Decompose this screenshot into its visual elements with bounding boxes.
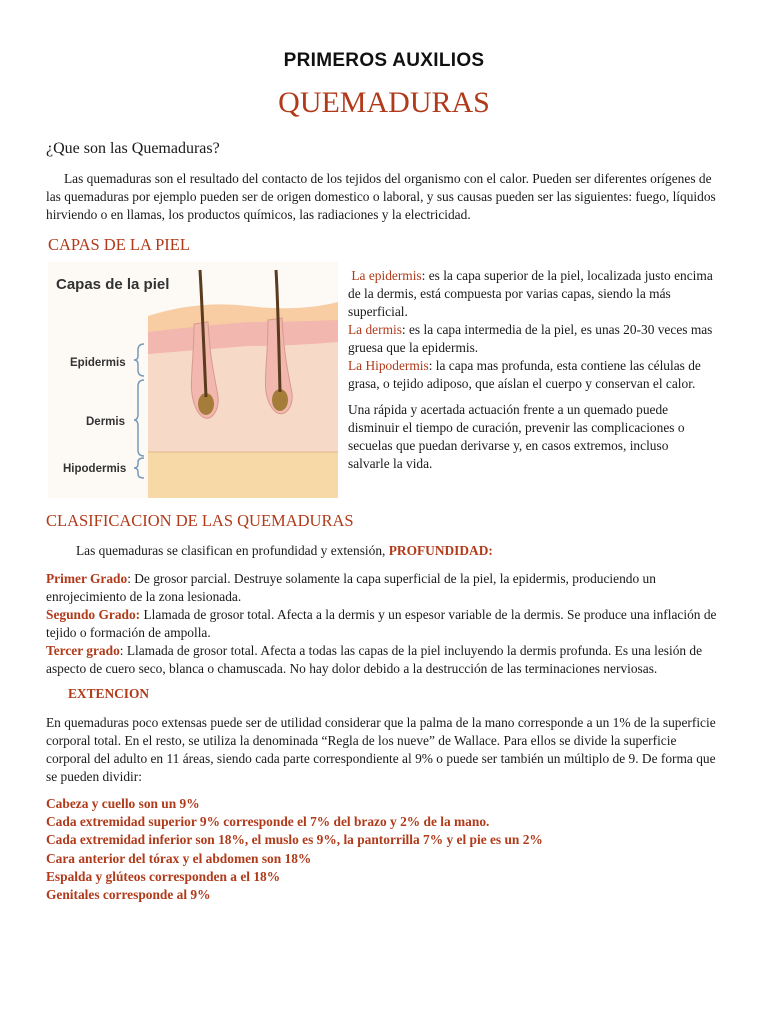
skin-layers-description (348, 267, 720, 393)
grado-label: Primer Grado (46, 571, 128, 586)
layer-dermis (348, 321, 720, 357)
grado-item (46, 570, 726, 606)
list-item: Cada extremidad superior 9% corresponde el 7% del brazo y 2% de la mano. (46, 814, 490, 830)
section-heading-clasificacion: CLASIFICACION DE LAS QUEMADURAS (46, 511, 354, 530)
page-subtitle: QUEMADURAS (278, 86, 490, 119)
skin-diagram-illustration (48, 262, 338, 498)
section-question: ¿Que son las Quemaduras? (46, 140, 220, 157)
layer-term: La Hipodermis (348, 358, 429, 373)
layer-term: La dermis (348, 322, 402, 337)
list-item: Cara anterior del tórax y el abdomen son 18% (46, 850, 312, 866)
list-item: Espalda y glúteos corresponden a el 18% (46, 868, 281, 884)
grado-text: : Llamada de grosor total. Afecta a todas las capas de la piel incluyendo la dermis profunda. Es una lesión de aspecto de cuero seco, blanca o chamuscada. No hay dolor debido a la destrucción de las terminaciones nerviosas. (46, 643, 703, 676)
intro-paragraph: Las quemaduras son el resultado del contacto de los tejidos del organismo con el calor. Pueden ser diferentes orígenes de las quemaduras por ejemplo pueden ser de origen domestico o laboral, y sus causas pueden ser las siguientes: fuego, líquidos hirviendo o en llamas, los productos químicos, las radiaciones y la electricidad. (46, 171, 716, 222)
layer-text: : es la capa intermedia de la piel, es unas 20-30 veces mas gruesa que la epidermis. (348, 322, 713, 355)
grado-label: Segundo Grado: (46, 607, 141, 622)
grados-list (46, 570, 726, 678)
layer-hipodermis (348, 357, 720, 393)
figure-label-hipodermis: Hipodermis (63, 463, 127, 475)
section-heading-capas: CAPAS DE LA PIEL (48, 235, 190, 254)
list-item: Genitales corresponde al 9% (46, 887, 211, 903)
list-item: Cabeza y cuello son un 9% (46, 796, 200, 811)
clasificacion-intro-text: Las quemaduras se clasifican en profundidad y extensión, (76, 543, 389, 558)
grado-item (46, 606, 726, 642)
extension-paragraph: En quemaduras poco extensas puede ser de utilidad considerar que la palma de la mano corresponde a un 1% de la superficie corporal total. En el resto, se utiliza la denominada “Regla de los nueve” de Wallace. Para ellos se divide la superficie corporal del adulto en 11 áreas, siendo cada parte correspondiente al 9% o puede ser también un múltiplo de 9. De forma que se pueden dividir: (46, 715, 716, 784)
layer-text: : es la capa superior de la piel, localizada justo encima de la dermis, está compuesta por varias capas, siendo la más superficial. (348, 268, 713, 319)
layer-term: La epidermis (351, 268, 422, 283)
page-title: PRIMEROS AUXILIOS (283, 50, 485, 71)
section-heading-extension: EXTENCION (68, 686, 150, 701)
layer-epidermis (348, 267, 720, 321)
profundidad-label: PROFUNDIDAD: (388, 543, 493, 558)
grado-text: Llamada de grosor total. Afecta a la dermis y un espesor variable de la dermis. Se produce una inflación de tejido o formación de ampolla. (46, 607, 717, 640)
actuacion-paragraph: Una rápida y acertada actuación frente a un quemado puede disminuir el tiempo de curación, prevenir las complicaciones o secuelas que puedan derivarse y, en casos extremos, incluso salvarle la vida. (348, 402, 685, 471)
grado-label: Tercer grado (46, 643, 120, 658)
regla-nueve-list (46, 795, 543, 904)
list-item: Cada extremidad inferior son 18%, el muslo es 9%, la pantorrilla 7% y el pie es un 2% (46, 832, 543, 848)
clasificacion-intro (76, 542, 493, 560)
figure-label-epidermis: Epidermis (70, 357, 126, 369)
grado-item (46, 642, 726, 678)
figure-label-dermis: Dermis (86, 416, 125, 428)
layer-text: : la capa mas profunda, esta contiene las células de grasa, o tejido adiposo, que aíslan el cuerpo y conservan el calor. (348, 358, 701, 391)
grado-text: : De grosor parcial. Destruye solamente la capa superficial de la piel, la epidermis, produciendo un enrojecimiento de la zona lesionada. (46, 571, 656, 604)
skin-layers-figure (48, 262, 338, 498)
figure-title: Capas de la piel (56, 276, 170, 293)
